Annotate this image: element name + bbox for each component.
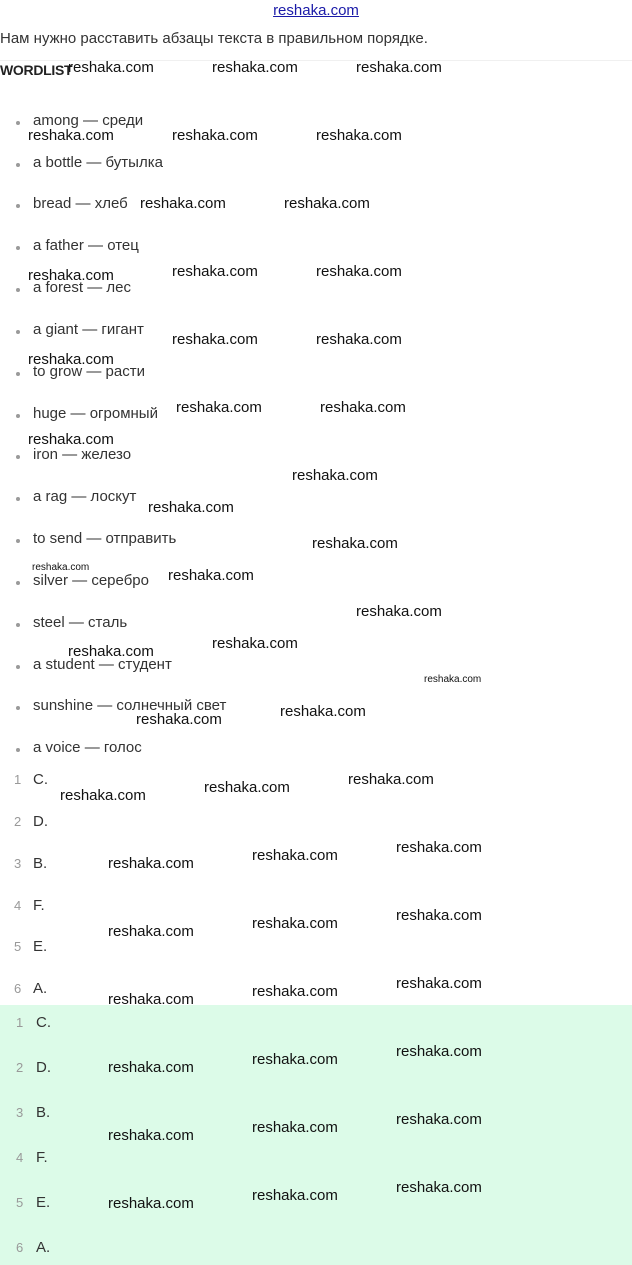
bullet-icon xyxy=(16,372,20,376)
bullet-icon xyxy=(16,288,20,292)
watermark: reshaka.com xyxy=(252,983,338,1000)
bullet-icon xyxy=(16,163,20,167)
intro-text: Нам нужно расставить абзацы текста в правильном порядке. xyxy=(0,30,428,47)
watermark: reshaka.com xyxy=(108,1059,194,1076)
watermark: reshaka.com xyxy=(252,1119,338,1136)
watermark: reshaka.com xyxy=(348,771,434,788)
watermark: reshaka.com xyxy=(252,1187,338,1204)
watermark: reshaka.com xyxy=(108,1127,194,1144)
watermark: reshaka.com xyxy=(356,59,442,76)
watermark: reshaka.com xyxy=(108,923,194,940)
watermark: reshaka.com xyxy=(284,195,370,212)
watermark: reshaka.com xyxy=(252,1051,338,1068)
watermark: reshaka.com xyxy=(424,674,482,685)
wordlist-heading: WORDLIST xyxy=(0,62,73,78)
watermark: reshaka.com xyxy=(32,562,90,573)
watermark: reshaka.com xyxy=(108,991,194,1008)
bullet-icon xyxy=(16,706,20,710)
watermark: reshaka.com xyxy=(28,351,114,368)
watermark: reshaka.com xyxy=(280,703,366,720)
watermark: reshaka.com xyxy=(396,1111,482,1128)
watermark: reshaka.com xyxy=(356,603,442,620)
watermark: reshaka.com xyxy=(212,59,298,76)
bullet-icon xyxy=(16,665,20,669)
watermark: reshaka.com xyxy=(68,59,154,76)
watermark: reshaka.com xyxy=(396,1043,482,1060)
watermark: reshaka.com xyxy=(140,195,226,212)
bullet-icon xyxy=(16,246,20,250)
bullet-icon xyxy=(16,581,20,585)
watermark: reshaka.com xyxy=(252,847,338,864)
bullet-icon xyxy=(16,748,20,752)
watermark: reshaka.com xyxy=(28,431,114,448)
watermark: reshaka.com xyxy=(312,535,398,552)
watermark: reshaka.com xyxy=(316,127,402,144)
bullet-icon xyxy=(16,539,20,543)
watermark: reshaka.com xyxy=(176,399,262,416)
watermark: reshaka.com xyxy=(316,331,402,348)
watermark: reshaka.com xyxy=(320,399,406,416)
watermark: reshaka.com xyxy=(292,467,378,484)
watermark: reshaka.com xyxy=(396,975,482,992)
watermark: reshaka.com xyxy=(396,1179,482,1196)
watermark: reshaka.com xyxy=(68,643,154,660)
watermark: reshaka.com xyxy=(28,267,114,284)
bullet-icon xyxy=(16,497,20,501)
watermark: reshaka.com xyxy=(60,787,146,804)
answer-block: 1 C. 2 D. 3 B. 4 F. 5 E. 6 A. xyxy=(0,1005,632,1265)
watermark: reshaka.com xyxy=(172,331,258,348)
watermark: reshaka.com xyxy=(252,915,338,932)
watermark: reshaka.com xyxy=(316,263,402,280)
watermark: reshaka.com xyxy=(172,127,258,144)
watermark: reshaka.com xyxy=(204,779,290,796)
watermark: reshaka.com xyxy=(108,1195,194,1212)
watermark: reshaka.com xyxy=(28,127,114,144)
watermark: reshaka.com xyxy=(172,263,258,280)
watermark: reshaka.com xyxy=(396,839,482,856)
watermark: reshaka.com xyxy=(168,567,254,584)
watermark: reshaka.com xyxy=(108,855,194,872)
site-link[interactable]: reshaka.com xyxy=(273,2,359,19)
bullet-icon xyxy=(16,623,20,627)
bullet-icon xyxy=(16,414,20,418)
bullet-icon xyxy=(16,330,20,334)
bullet-icon xyxy=(16,455,20,459)
watermark: reshaka.com xyxy=(212,635,298,652)
watermark: reshaka.com xyxy=(396,907,482,924)
bullet-icon xyxy=(16,204,20,208)
bullet-icon xyxy=(16,121,20,125)
watermark: reshaka.com xyxy=(136,711,222,728)
watermark: reshaka.com xyxy=(148,499,234,516)
